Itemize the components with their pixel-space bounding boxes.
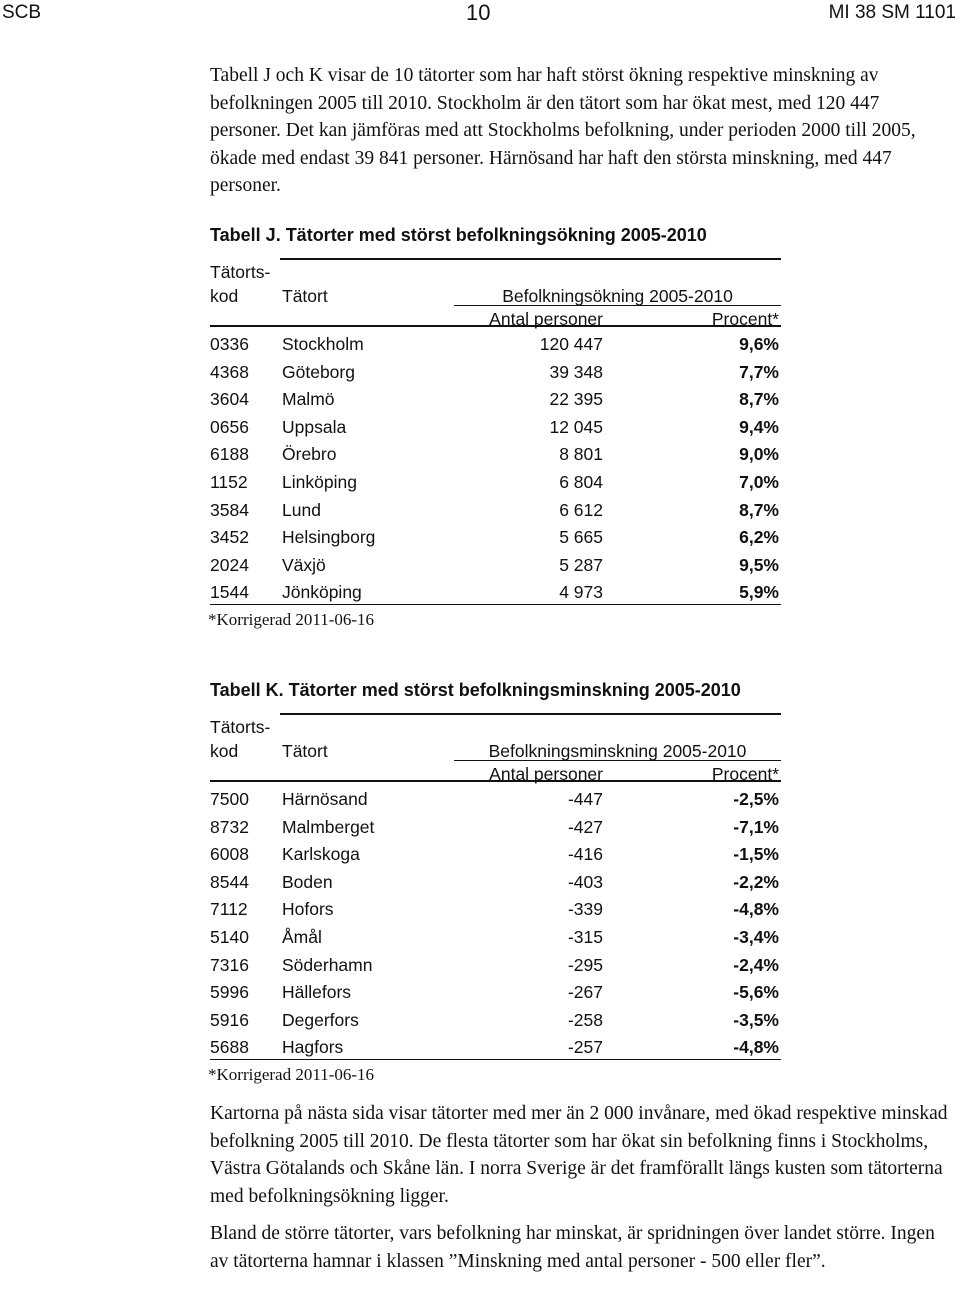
- decrease-paragraph: Bland de större tätorter, vars befolkning har minskat, är spridningen över landet större. Ingen av tätorterna hamnar i klassen ”Minskning med antal personer - 500 eller fler”.: [210, 1223, 935, 1272]
- cell-percent: 7,0%: [739, 471, 779, 492]
- cell-name: Malmö: [282, 389, 335, 410]
- cell-count: -267: [567, 982, 603, 1003]
- table-row: [210, 334, 781, 362]
- cell-percent: -5,6%: [733, 982, 779, 1003]
- cell-code: 5140: [210, 926, 249, 947]
- cell-code: 6008: [210, 844, 249, 865]
- table-body: [210, 789, 781, 1065]
- table-row: [210, 817, 781, 845]
- cell-code: 2024: [210, 554, 249, 575]
- cell-code: 5916: [210, 1009, 249, 1030]
- page-number: 10: [466, 0, 491, 25]
- table-row: [210, 982, 781, 1010]
- table-row: [210, 362, 781, 390]
- cell-count: 120 447: [539, 334, 603, 354]
- cell-count: 39 348: [549, 361, 603, 382]
- cell-name: Uppsala: [282, 416, 347, 437]
- cell-count: 5 287: [559, 554, 603, 575]
- cell-percent: -7,1%: [733, 816, 779, 837]
- table-row: [210, 789, 781, 817]
- table-j-footnote: *Korrigerad 2011-06-16: [208, 610, 375, 629]
- cell-code: 8732: [210, 816, 249, 837]
- cell-code: 7112: [210, 899, 248, 920]
- cell-count: 12 045: [549, 416, 603, 437]
- cell-percent: -2,2%: [733, 871, 779, 892]
- cell-count: -403: [567, 871, 603, 892]
- cell-name: Hällefors: [282, 982, 352, 1003]
- maps-paragraph: Kartorna på nästa sida visar tätorter med mer än 2 000 invånare, med ökad respektive minskad befolkning 2005 till 2010. De flesta tätorter som har ökat sin befolkning finns i Stockholms, Västra Götalands och Skåne län. I norra Sverige är det framförallt längs kusten som tätorterna med befolkningsökning ligger.: [210, 1103, 948, 1207]
- header-code-line2: kod: [210, 741, 239, 761]
- table-row: [210, 527, 781, 555]
- cell-percent: -2,5%: [733, 789, 779, 809]
- cell-code: 8544: [210, 871, 249, 892]
- cell-name: Helsingborg: [282, 527, 376, 548]
- cell-name: Örebro: [282, 444, 337, 465]
- cell-count: 22 395: [549, 389, 603, 410]
- cell-code: 1544: [210, 582, 249, 603]
- cell-code: 7316: [210, 954, 249, 975]
- cell-percent: 9,5%: [739, 554, 779, 575]
- cell-percent: 8,7%: [739, 389, 779, 410]
- cell-percent: -2,4%: [733, 954, 779, 975]
- table-row: [210, 844, 781, 872]
- cell-name: Hagfors: [282, 1037, 344, 1058]
- page-header: [0, 0, 960, 26]
- cell-code: 3604: [210, 389, 249, 410]
- table-row: [210, 899, 781, 927]
- cell-name: Lund: [282, 499, 321, 520]
- header-org: SCB: [2, 2, 42, 23]
- cell-name: Karlskoga: [282, 844, 360, 865]
- table-row: [210, 582, 781, 610]
- table-row: [210, 955, 781, 983]
- cell-percent: 6,2%: [739, 527, 779, 548]
- cell-name: Jönköping: [282, 582, 362, 603]
- table-row: [210, 872, 781, 900]
- cell-count: -295: [567, 954, 603, 975]
- cell-code: 4368: [210, 361, 249, 382]
- table-body: [210, 334, 781, 610]
- cell-code: 0336: [210, 334, 249, 354]
- header-group: Befolkningsminskning 2005-2010: [488, 741, 747, 761]
- table-row: [210, 472, 781, 500]
- cell-percent: 5,9%: [739, 582, 779, 603]
- header-name: Tätort: [282, 741, 328, 761]
- header-code-line1: Tätorts-: [210, 717, 271, 737]
- table-k-footnote: *Korrigerad 2011-06-16: [208, 1065, 375, 1084]
- cell-percent: -3,4%: [733, 926, 779, 947]
- cell-percent: 9,0%: [739, 444, 779, 465]
- table-row: [210, 389, 781, 417]
- cell-code: 3584: [210, 499, 249, 520]
- cell-name: Stockholm: [282, 334, 364, 354]
- cell-name: Degerfors: [282, 1009, 359, 1030]
- cell-code: 7500: [210, 789, 249, 809]
- cell-count: 8 801: [559, 444, 603, 465]
- cell-percent: -4,8%: [733, 899, 779, 920]
- table-j-caption: Tabell J. Tätorter med störst befolkningsökning 2005-2010: [210, 225, 707, 245]
- cell-code: 1152: [210, 471, 248, 492]
- table-row: [210, 555, 781, 583]
- table-row: [210, 444, 781, 472]
- cell-code: 5996: [210, 982, 249, 1003]
- cell-percent: -1,5%: [733, 844, 779, 865]
- table-row: [210, 1037, 781, 1065]
- table-k: [210, 713, 781, 1073]
- header-group: Befolkningsökning 2005-2010: [502, 286, 733, 306]
- cell-count: -258: [567, 1009, 603, 1030]
- cell-count: -339: [567, 899, 603, 920]
- cell-code: 5688: [210, 1037, 249, 1058]
- header-count: Antal personer: [489, 764, 603, 784]
- header-series: MI 38 SM 1101: [828, 2, 956, 23]
- table-row: [210, 500, 781, 528]
- table-row: [210, 417, 781, 445]
- cell-percent: -3,5%: [733, 1009, 779, 1030]
- cell-count: 6 612: [559, 499, 603, 520]
- cell-percent: 8,7%: [739, 499, 779, 520]
- header-count: Antal personer: [489, 309, 603, 329]
- header-percent: Procent*: [711, 764, 779, 784]
- cell-code: 3452: [210, 527, 249, 548]
- cell-count: -416: [567, 844, 603, 865]
- cell-name: Linköping: [282, 471, 357, 492]
- cell-name: Söderhamn: [282, 954, 373, 975]
- cell-count: 5 665: [559, 527, 603, 548]
- cell-count: 6 804: [559, 471, 603, 492]
- cell-percent: 9,4%: [739, 416, 779, 437]
- header-name: Tätort: [282, 286, 328, 306]
- table-j: [210, 258, 781, 618]
- table-k-caption: Tabell K. Tätorter med störst befolkningsminskning 2005-2010: [210, 680, 741, 700]
- cell-percent: 7,7%: [739, 361, 779, 382]
- cell-count: -427: [567, 816, 603, 837]
- cell-name: Malmberget: [282, 816, 375, 837]
- cell-count: -447: [567, 789, 603, 809]
- cell-percent: -4,8%: [733, 1037, 779, 1058]
- header-percent: Procent*: [711, 309, 779, 329]
- cell-name: Växjö: [282, 554, 326, 575]
- table-top-rule: [280, 258, 781, 260]
- table-row: [210, 1010, 781, 1038]
- cell-code: 0656: [210, 416, 249, 437]
- table-top-rule: [280, 713, 781, 715]
- cell-name: Göteborg: [282, 361, 355, 382]
- cell-code: 6188: [210, 444, 249, 465]
- table-row: [210, 927, 781, 955]
- cell-count: -315: [567, 926, 603, 947]
- cell-count: -257: [567, 1037, 603, 1058]
- cell-name: Boden: [282, 871, 333, 892]
- cell-count: 4 973: [559, 582, 603, 603]
- header-code-line2: kod: [210, 286, 239, 306]
- intro-paragraph: Tabell J och K visar de 10 tätorter som har haft störst ökning respektive minskning av befolkningen 2005 till 2010. Stockholm är den tätort som har ökat mest, med 120 447 personer. Det kan jämföras med att Stockholms befolkning, under perioden 2000 till 2005, ökade med endast 39 841 personer. Härnösand har haft den största minskning, med 447 personer.: [210, 65, 916, 196]
- cell-percent: 9,6%: [739, 334, 779, 354]
- cell-name: Hofors: [282, 899, 334, 920]
- header-code-line1: Tätorts-: [210, 262, 271, 282]
- cell-name: Åmål: [282, 926, 322, 947]
- cell-name: Härnösand: [282, 789, 368, 809]
